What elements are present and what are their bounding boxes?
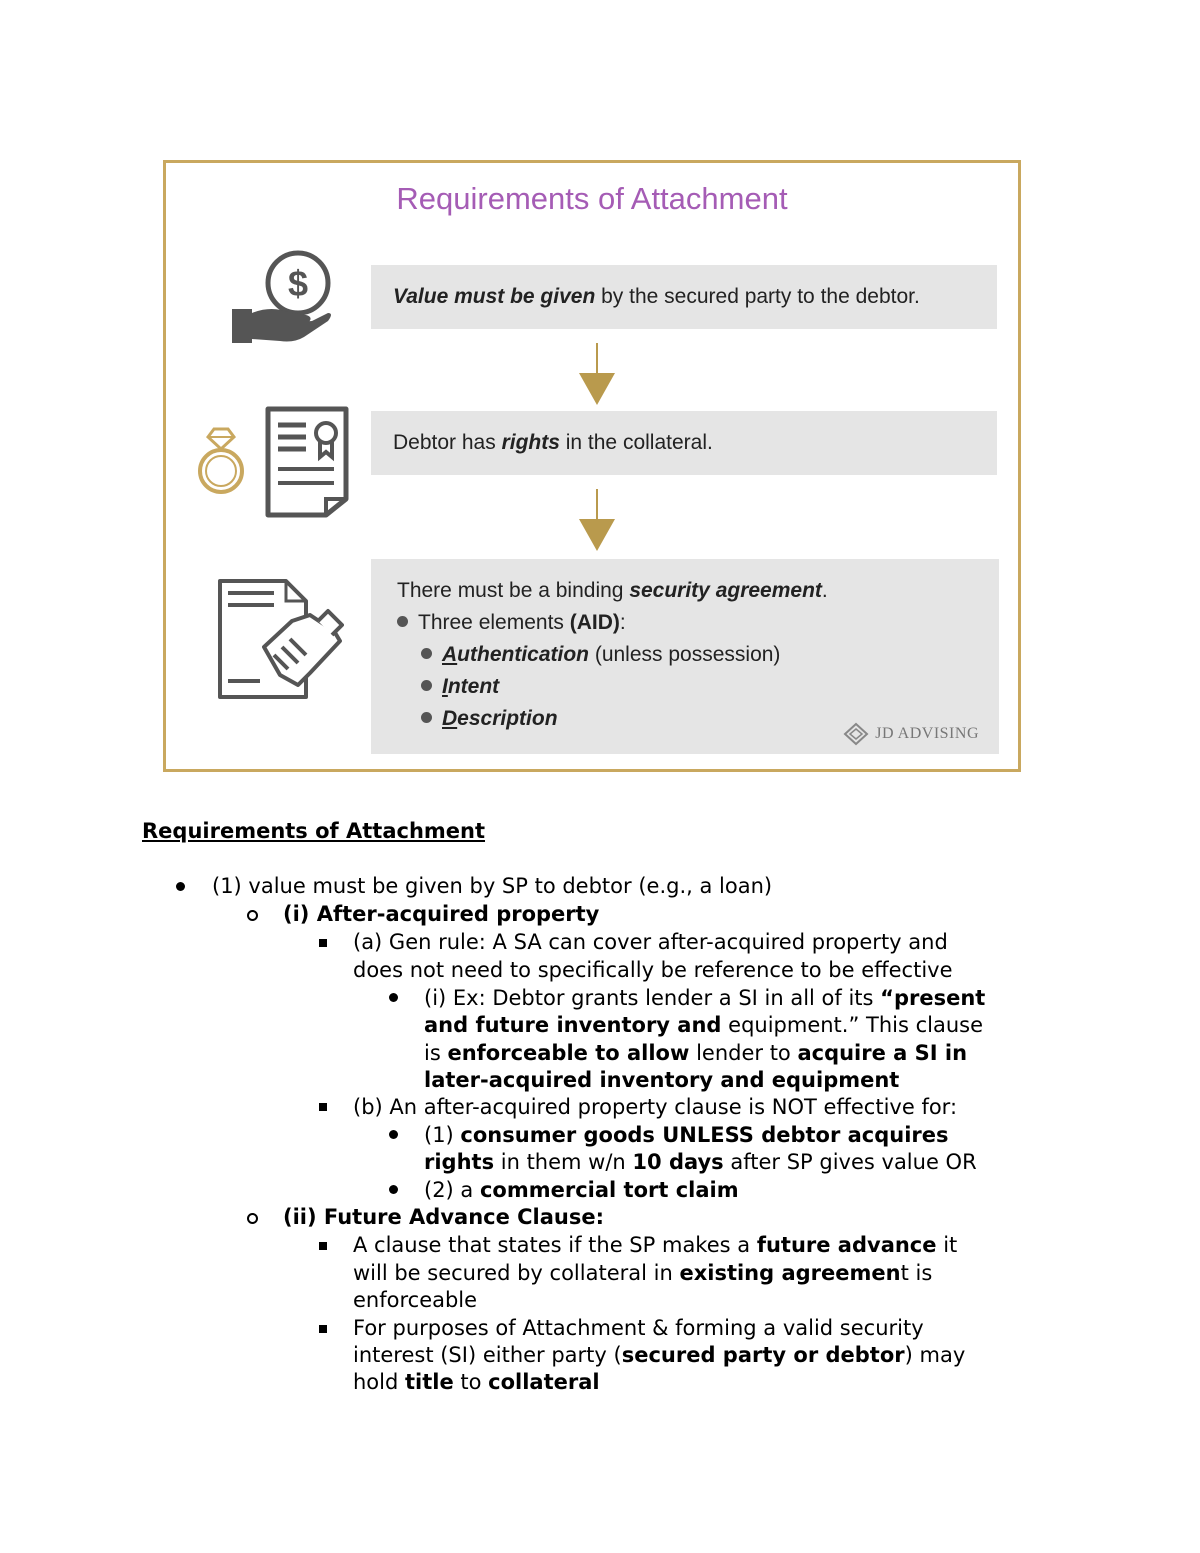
circle-bullet-icon [247,1213,258,1224]
item-text: (ii) Future Advance Clause: [283,1205,605,1229]
svg-text:$: $ [287,263,309,304]
jd-advising-logo [843,722,979,746]
item-text: does not need to specifically be reference to be effective [353,958,953,982]
auth-rest: uthentication [457,643,589,666]
item-bold: secured party or debtor [621,1343,905,1367]
item-text: lender to [689,1041,798,1065]
list-item [353,1232,957,1260]
item-text: For purposes of Attachment & forming a valid security [353,1316,924,1340]
desc-letter: D [442,707,458,730]
item-text: t is [900,1261,933,1285]
circle-bullet-icon [247,910,258,921]
list-item-cont [353,957,953,985]
item-text: is [424,1041,448,1065]
item-text: to [453,1370,489,1394]
list-item-cont [353,1369,600,1397]
item-text: it [936,1233,958,1257]
debtor-rights-pre: Debtor has [393,431,502,454]
bullet-icon [421,712,432,723]
step-value-given [371,265,997,329]
list-item-cont [424,1067,899,1095]
attachment-infographic [163,160,1021,772]
desc-rest: escription [457,707,558,730]
item-bold: consumer goods UNLESS debtor acquires [460,1123,949,1147]
item-bold: existing agreemen [679,1261,901,1285]
intent-letter: I [442,675,448,698]
square-bullet-icon [319,1325,327,1333]
item-text: (1) [424,1123,461,1147]
list-item-cont [424,1012,983,1040]
item-text: (a) Gen rule: A SA can cover after-acquired property and [353,930,948,954]
list-item [212,873,772,901]
item-bold: acquire a SI in [797,1041,968,1065]
item-bold: title [405,1370,454,1394]
infographic-title: Requirements of Attachment [396,181,788,216]
debtor-rights-bold: rights [501,431,560,454]
square-bullet-icon [319,1103,327,1111]
item-text: in them w/n [494,1150,633,1174]
notes-heading: Requirements of Attachment [142,819,486,843]
item-text: equipment.” This clause [721,1013,984,1037]
diamond-logo-icon [843,722,869,746]
bullet-icon [176,882,185,891]
bullet-icon [421,648,432,659]
list-item [424,985,985,1013]
item-text: (i) After-acquired property [283,902,600,926]
item-bold: 10 days [632,1150,724,1174]
sa-bold: security agreement [629,579,822,602]
list-item [424,1122,949,1150]
item-bold: later-acquired inventory and equipment [424,1068,900,1092]
list-item-cont [353,1342,965,1370]
item-bold: collateral [488,1370,600,1394]
value-given-rest: by the secured party to the debtor. [595,285,920,308]
sa-post: . [821,579,828,602]
item-text: (2) a [424,1178,480,1202]
list-item [424,1177,739,1205]
item-bold: and future inventory and [424,1013,722,1037]
bullet-icon [389,1130,398,1139]
item-bold: commercial tort claim [479,1178,739,1202]
list-item-cont [353,1287,477,1315]
item-text: ) may [904,1343,966,1367]
list-item-cont [424,1040,967,1068]
certificate-icon [262,405,352,519]
sa-pre: There must be a binding [397,579,630,602]
ring-icon [192,425,250,497]
square-bullet-icon [319,939,327,947]
bullet-icon [421,680,432,691]
contract-handshake-icon [214,577,344,701]
item-text: (i) Ex: Debtor grants lender a SI in all of its [424,986,881,1010]
list-item [353,1094,957,1122]
step-security-agreement [371,559,999,754]
elements-pre: Three elements [418,611,570,634]
square-bullet-icon [319,1242,327,1250]
value-given-bold: Value must be given [393,285,596,308]
down-arrow-icon [577,343,617,409]
item-bold: “present [880,986,986,1010]
intent-rest: ntent [447,675,500,698]
hand-dollar-icon [228,247,332,347]
list-item [353,929,948,957]
down-arrow-icon [577,489,617,555]
item-text: will be secured by collateral in [353,1261,680,1285]
item-text: after SP gives value OR [723,1150,977,1174]
list-item-cont [424,1149,977,1177]
step-debtor-rights [371,411,997,475]
auth-note: (unless possession) [589,643,781,666]
list-item-cont [353,1260,932,1288]
elements-post: : [619,611,626,634]
item-text: (b) An after-acquired property clause is NOT effective for: [353,1095,958,1119]
item-text: hold [353,1370,405,1394]
item-bold: future advance [756,1233,937,1257]
item-text: enforceable [353,1288,478,1312]
elements-bold: (AID) [569,611,620,634]
item-text: A clause that states if the SP makes a [353,1233,757,1257]
item-bold: rights [424,1150,495,1174]
bullet-icon [389,993,398,1002]
item-text: interest (SI) either party ( [353,1343,622,1367]
logo-text: JD ADVISING [875,725,979,742]
item-text: (1) value must be given by SP to debtor (e.g., a loan) [212,874,773,898]
bullet-icon [397,616,408,627]
auth-letter: A [442,643,458,666]
list-item [353,1315,924,1343]
list-item [283,901,599,929]
list-item [283,1204,604,1232]
debtor-rights-post: in the collateral. [559,431,713,454]
bullet-icon [389,1185,398,1194]
item-bold: enforceable to allow [447,1041,690,1065]
